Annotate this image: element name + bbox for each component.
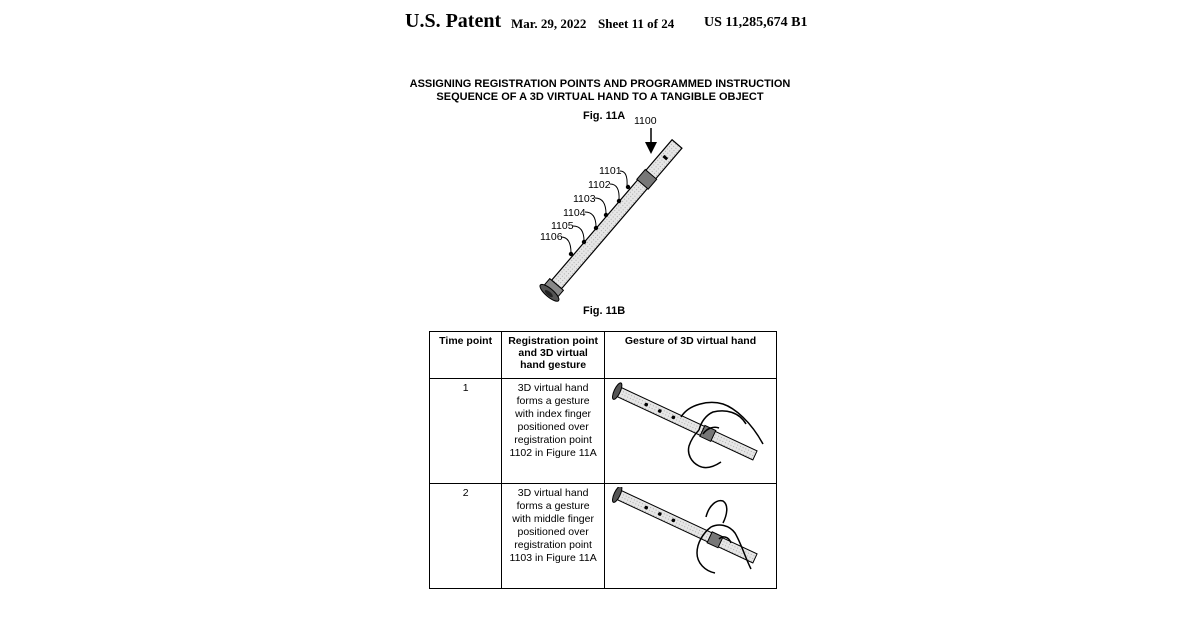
column-header-time-point: Time point xyxy=(430,332,502,379)
time-point-cell: 2 xyxy=(430,484,502,589)
ref-1101: 1101 xyxy=(599,165,622,177)
table-row xyxy=(430,379,777,484)
figure-title-line-2: SEQUENCE OF A 3D VIRTUAL HAND TO A TANGIBLE OBJECT xyxy=(436,91,764,103)
sheet-number: Sheet 11 of 24 xyxy=(598,16,675,31)
ref-1104: 1104 xyxy=(563,207,586,219)
hand-middle-finger-illustration xyxy=(611,487,771,582)
fig-11b-label: Fig. 11B xyxy=(583,305,626,317)
gesture-image-cell xyxy=(605,379,777,484)
ref-1102: 1102 xyxy=(588,179,611,191)
column-header-registration: Registration point and 3D virtual hand gesture xyxy=(502,332,605,379)
ref-1103: 1103 xyxy=(573,193,596,205)
table-row xyxy=(430,484,777,589)
hand-index-finger-illustration xyxy=(611,382,771,477)
description-cell: 3D virtual hand forms a gesture with middle finger positioned over registration point 1103 in Figure 11A xyxy=(502,484,605,589)
description-cell: 3D virtual hand forms a gesture with index finger positioned over registration point 1102 in Figure 11A xyxy=(502,379,605,484)
gesture-image-cell xyxy=(605,484,777,589)
column-header-gesture: Gesture of 3D virtual hand xyxy=(605,332,777,379)
ref-1106: 1106 xyxy=(540,231,563,243)
ref-1105: 1105 xyxy=(551,220,574,232)
time-point-cell: 1 xyxy=(430,379,502,484)
table-header-row xyxy=(430,332,777,379)
fig-11a-label: Fig. 11A xyxy=(583,110,626,122)
patent-date: Mar. 29, 2022 xyxy=(511,16,587,31)
ref-1100: 1100 xyxy=(634,115,657,127)
figure-title-line-1: ASSIGNING REGISTRATION POINTS AND PROGRAMMED INSTRUCTION xyxy=(409,78,791,90)
patent-number: US 11,285,674 B1 xyxy=(704,15,808,30)
patent-header-title: U.S. Patent xyxy=(405,10,502,32)
gesture-table xyxy=(429,331,777,589)
